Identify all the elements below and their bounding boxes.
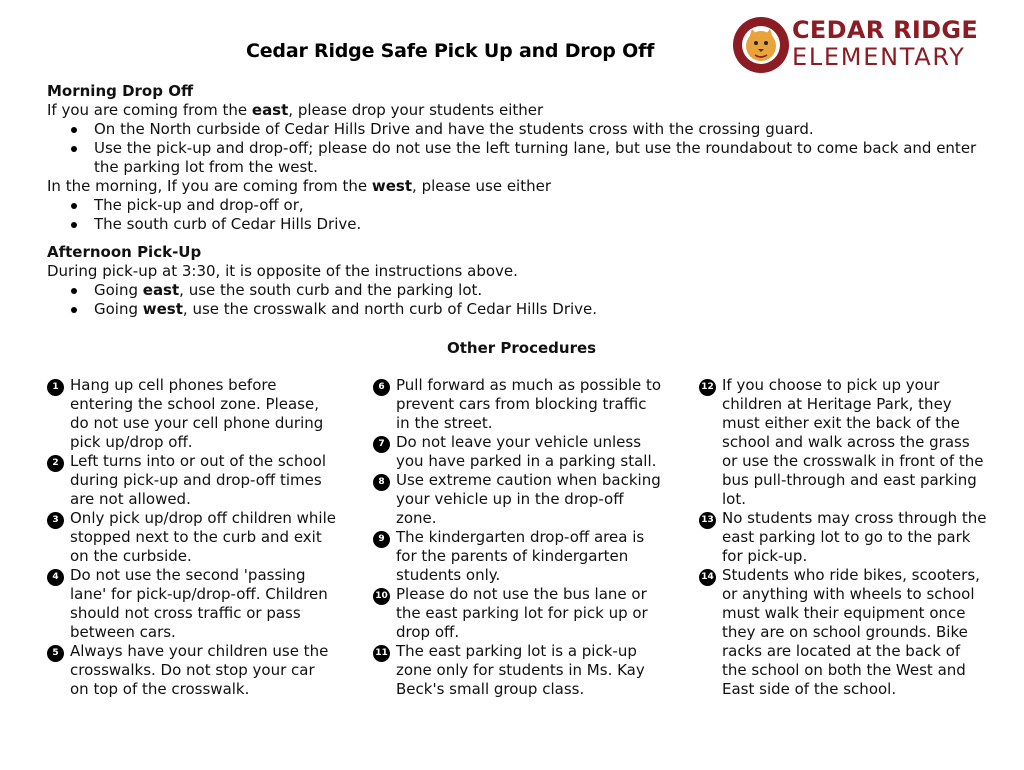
procedures-column-2 (373, 376, 663, 699)
procedure-item: 11 The east parking lot is a pick-up zone only for students in Ms. Kay Beck's small group class. (373, 642, 663, 699)
number-badge: 12 (699, 379, 716, 396)
afternoon-intro: During pick-up at 3:30, it is opposite of the instructions above. (47, 262, 518, 280)
list-item: The pick-up and drop-off or, (47, 196, 992, 215)
procedure-item: 2 Left turns into or out of the school during pick-up and drop-off times are not allowed. (47, 452, 337, 509)
afternoon-list (47, 281, 992, 319)
list-item: Going west, use the crosswalk and north curb of Cedar Hills Drive. (47, 300, 992, 319)
school-logo (732, 16, 988, 74)
number-badge: 3 (47, 512, 64, 529)
number-badge: 4 (47, 569, 64, 586)
procedure-item: 13 No students may cross through the east parking lot to go to the park for pick-up. (699, 509, 989, 566)
number-badge: 11 (373, 645, 390, 662)
logo-line-1: CEDAR RIDGE (792, 16, 979, 44)
procedure-item: 12 If you choose to pick up your children at Heritage Park, they must either exit the back of the school and walk across the grass or use the crosswalk in front of the bus pull-through and east parking lot. (699, 376, 989, 509)
list-item: The south curb of Cedar Hills Drive. (47, 215, 992, 234)
cougar-mascot-icon (732, 16, 790, 74)
number-badge: 6 (373, 379, 390, 396)
procedure-item: 5 Always have your children use the crosswalks. Do not stop your car on top of the crosswalk. (47, 642, 337, 699)
number-badge: 10 (373, 588, 390, 605)
afternoon-heading: Afternoon Pick-Up (47, 243, 202, 261)
procedure-item: 4 Do not use the second 'passing lane' for pick-up/drop-off. Children should not cross traffic or pass between cars. (47, 566, 337, 642)
number-badge: 5 (47, 645, 64, 662)
number-badge: 9 (373, 531, 390, 548)
number-badge: 14 (699, 569, 716, 586)
procedure-item: 7 Do not leave your vehicle unless you have parked in a parking stall. (373, 433, 663, 471)
morning-west-list (47, 196, 992, 234)
other-procedures-heading: Other Procedures (447, 339, 597, 357)
procedure-item: 3 Only pick up/drop off children while stopped next to the curb and exit on the curbside. (47, 509, 337, 566)
number-badge: 2 (47, 455, 64, 472)
number-badge: 7 (373, 436, 390, 453)
morning-heading: Morning Drop Off (47, 82, 194, 100)
morning-west-intro: In the morning, If you are coming from the west, please use either (47, 177, 552, 195)
morning-east-list (47, 120, 992, 177)
morning-east-intro: If you are coming from the east, please drop your students either (47, 101, 544, 119)
procedures-column-3 (699, 376, 989, 699)
procedures-column-1 (47, 376, 337, 699)
list-item: On the North curbside of Cedar Hills Drive and have the students cross with the crossing guard. (47, 120, 992, 139)
list-item: Use the pick-up and drop-off; please do not use the left turning lane, but use the roundabout to come back and enter the parking lot from the west. (47, 139, 992, 177)
number-badge: 13 (699, 512, 716, 529)
logo-line-2: ELEMENTARY (792, 43, 966, 71)
procedure-item: 9 The kindergarten drop-off area is for the parents of kindergarten students only. (373, 528, 663, 585)
number-badge: 8 (373, 474, 390, 491)
procedure-item: 1 Hang up cell phones before entering the school zone. Please, do not use your cell phone during pick up/drop off. (47, 376, 337, 452)
procedure-item: 8 Use extreme caution when backing your vehicle up in the drop-off zone. (373, 471, 663, 528)
number-badge: 1 (47, 379, 64, 396)
procedure-item: 10 Please do not use the bus lane or the east parking lot for pick up or drop off. (373, 585, 663, 642)
instructions (47, 82, 992, 319)
procedure-item: 14 Students who ride bikes, scooters, or anything with wheels to school must walk their equipment once they are on school grounds. Bike racks are located at the back of the school on both the West and East side of the school. (699, 566, 989, 699)
procedure-item: 6 Pull forward as much as possible to prevent cars from blocking traffic in the street. (373, 376, 663, 433)
page-title: Cedar Ridge Safe Pick Up and Drop Off (246, 40, 655, 62)
list-item: Going east, use the south curb and the parking lot. (47, 281, 992, 300)
